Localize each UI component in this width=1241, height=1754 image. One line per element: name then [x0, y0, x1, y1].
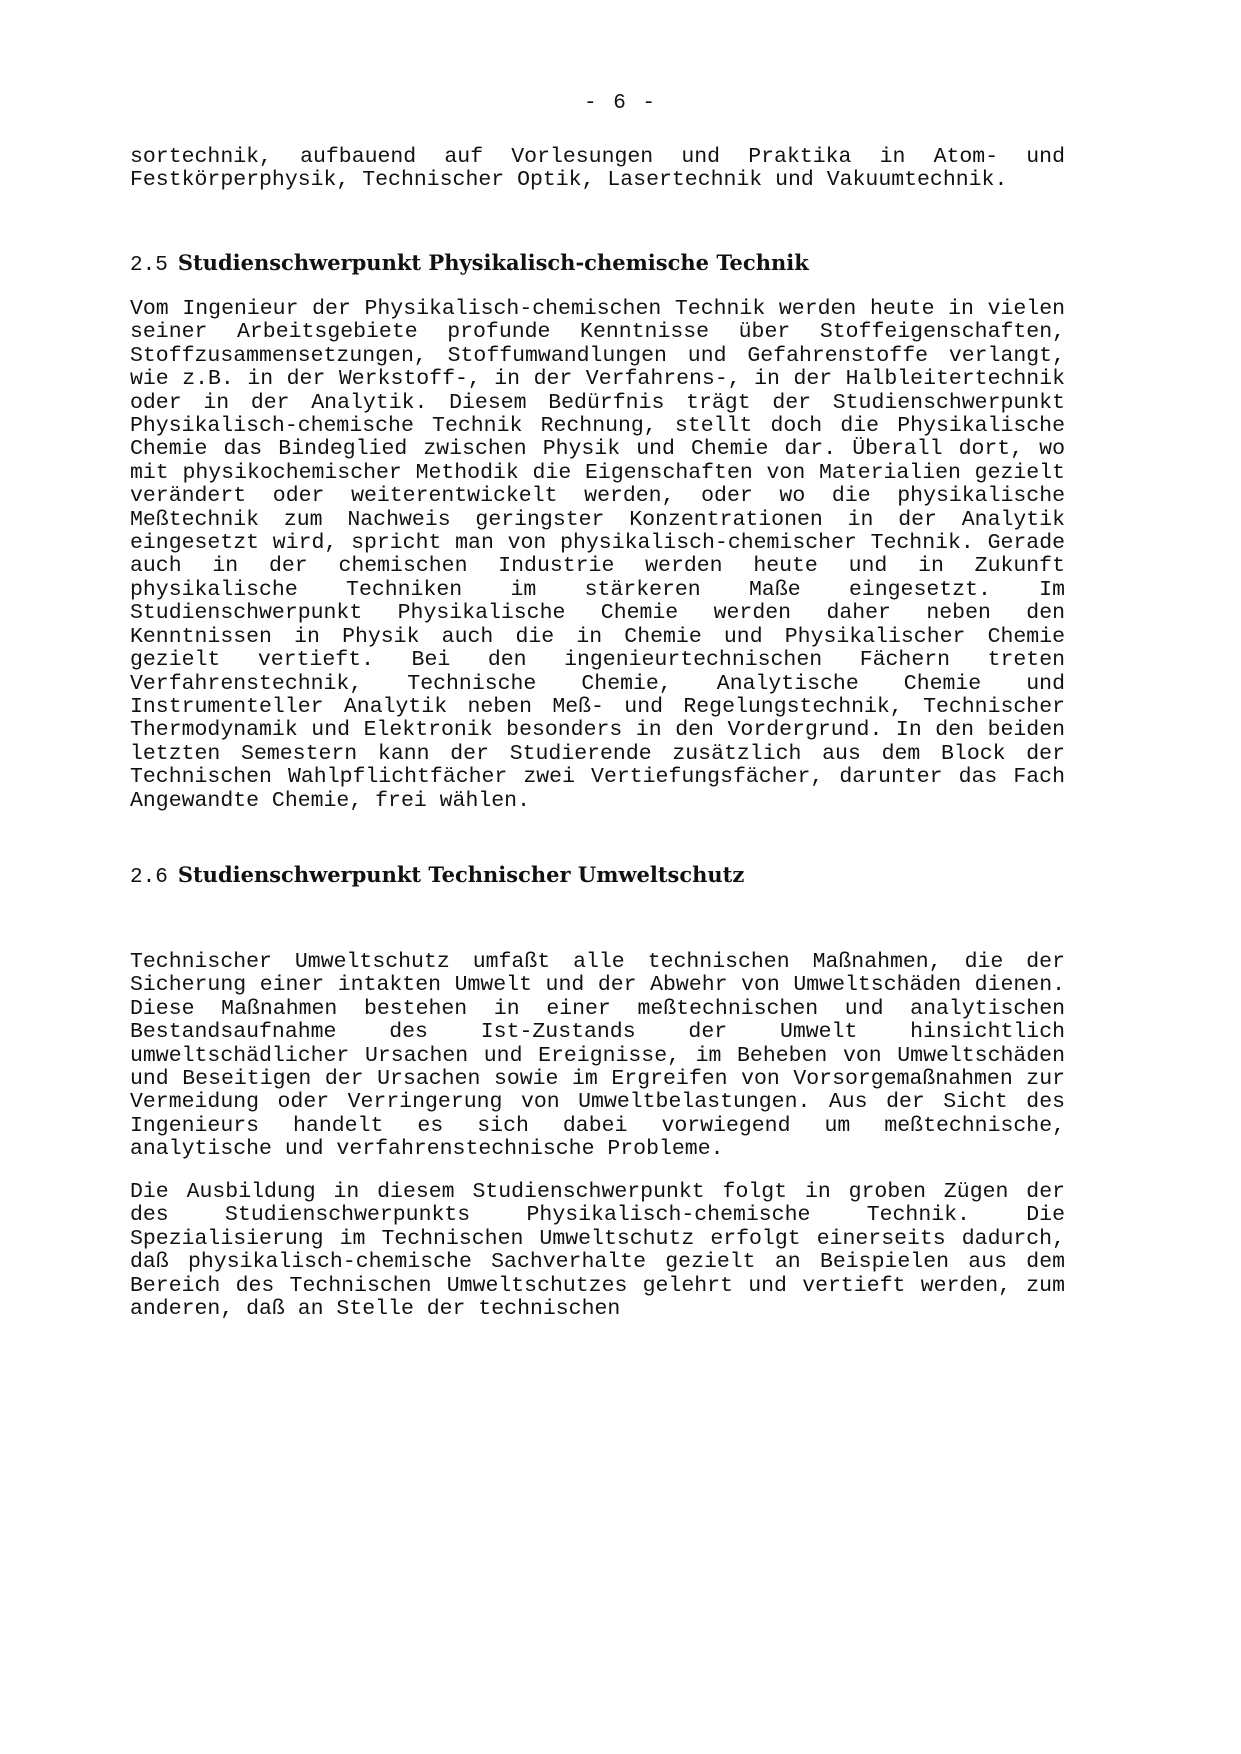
- section-2-6-paragraph-2: Die Ausbildung in diesem Studienschwerpunkt folgt in groben Zügen der des Studienschwerpunkts Physikalisch-chemische Technik. Die Spezialisierung im Technischen Umweltschutz erfolgt einerseits dadurch, daß physikalisch-chemische Sachverhalte gezielt an Beispielen aus dem Bereich des Technischen Umweltschutzes gelehrt und vertieft werden, zum anderen, daß an Stelle der technischen: [130, 1180, 1065, 1322]
- section-2-6-heading: [130, 863, 744, 890]
- section-2-6-paragraph-1: Technischer Umweltschutz umfaßt alle technischen Maßnahmen, die der Sicherung einer intakten Umwelt und der Abwehr von Umweltschäden dienen. Diese Maßnahmen bestehen in einer meßtechnischen und analytischen Bestandsaufnahme des Ist-Zustands der Umwelt hinsichtlich umweltschädlicher Ursachen und Ereignisse, im Beheben von Umweltschäden und Beseitigen der Ursachen sowie im Ergreifen von Vorsorgemaßnahmen zur Vermeidung oder Verringerung von Umweltbelastungen. Aus der Sicht des Ingenieurs handelt es sich dabei vorwiegend um meßtechnische, analytische und verfahrenstechnische Probleme.: [130, 950, 1065, 1162]
- section-2-5-title: Studienschwerpunkt Physikalisch-chemische Technik: [177, 250, 809, 275]
- section-2-5-number: 2.5: [130, 254, 168, 277]
- section-2-5-heading: [130, 251, 809, 278]
- section-2-6-title: Studienschwerpunkt Technischer Umweltschutz: [177, 862, 745, 887]
- section-2-5-paragraph: Vom Ingenieur der Physikalisch-chemischen Technik werden heute in vielen seiner Arbeitsgebiete profunde Kenntnisse über Stoffeigenschaften, Stoffzusammensetzungen, Stoffumwandlungen und Gefahrenstoffe verlangt, wie z.B. in der Werkstoff-, in der Verfahrens-, in der Halbleitertechnik oder in der Analytik. Diesem Bedürfnis trägt der Studienschwerpunkt Physikalisch-chemische Technik Rechnung, stellt doch die Physikalische Chemie das Bindeglied zwischen Physik und Chemie dar. Überall dort, wo mit physikochemischer Methodik die Eigenschaften von Materialien gezielt verändert oder weiterentwickelt werden, oder wo die physikalische Meßtechnik zum Nachweis geringster Konzentrationen in der Analytik eingesetzt wird, spricht man von physikalisch-chemischer Technik. Gerade auch in der chemischen Industrie werden heute und in Zukunft physikalische Techniken im stärkeren Maße eingesetzt. Im Studienschwerpunkt Physikalische Chemie werden daher neben den Kenntnissen in Physik auch die in Chemie und Physikalischer Chemie gezielt vertieft. Bei den ingenieurtechnischen Fächern treten Verfahrenstechnik, Technische Chemie, Analytische Chemie und Instrumenteller Analytik neben Meß- und Regelungstechnik, Technischer Thermodynamik und Elektronik besonders in den Vordergrund. In den beiden letzten Semestern kann der Studierende zusätzlich aus dem Block der Technischen Wahlpflichtfächer zwei Vertiefungsfächer, darunter das Fach Angewandte Chemie, frei wählen.: [130, 297, 1065, 813]
- intro-paragraph: sortechnik, aufbauend auf Vorlesungen und Praktika in Atom- und Festkörperphysik, Technischer Optik, Lasertechnik und Vakuumtechnik.: [130, 145, 1065, 193]
- section-2-6-number: 2.6: [130, 866, 168, 889]
- page-number: - 6 -: [583, 92, 657, 115]
